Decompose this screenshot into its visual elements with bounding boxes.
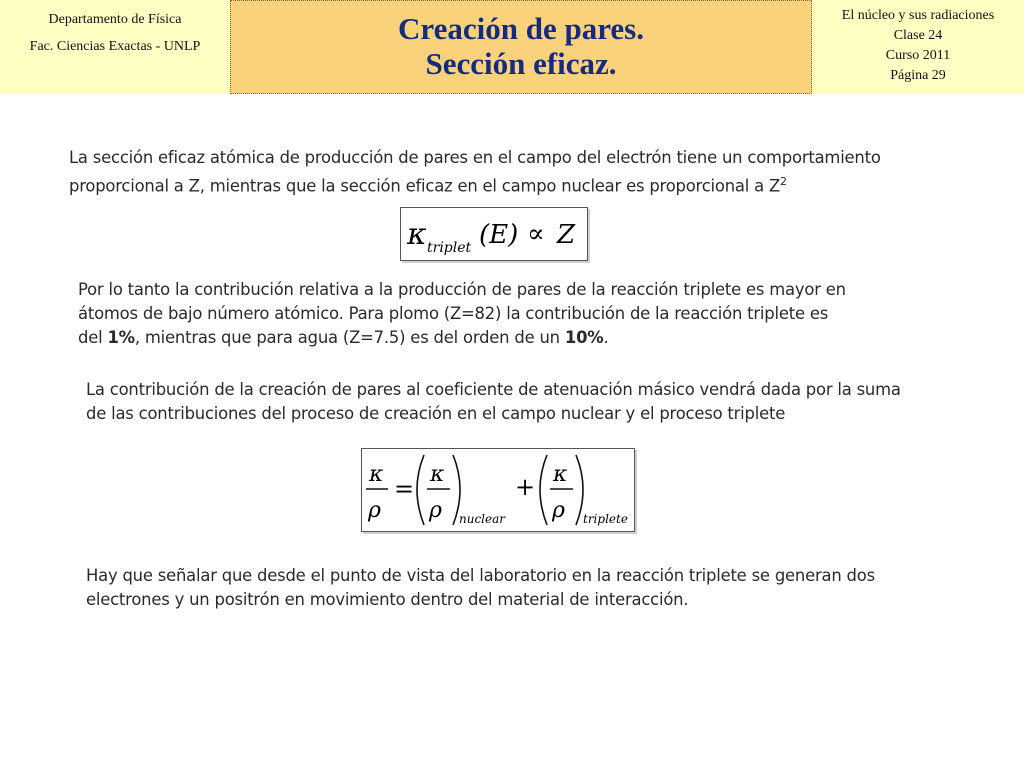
percent-lead: 1% <box>107 328 135 347</box>
paragraph-line: electrones y un positrón en movimiento dentro del material de interacción. <box>86 590 689 609</box>
left-paren <box>417 455 424 525</box>
course-year: Curso 2011 <box>885 48 951 63</box>
paragraph-line: La sección eficaz atómica de producción de pares en el campo del electrón tiene un comportamiento <box>69 148 881 167</box>
header-course-box <box>812 0 1024 94</box>
paragraph-line <box>78 326 908 350</box>
subscript-nuclear: nuclear <box>459 512 506 526</box>
z-symbol: Z <box>557 220 576 250</box>
paragraph-line: La contribución de la creación de pares al coeficiente de atenuación másico vendrá dada por la suma <box>86 380 901 399</box>
kappa-symbol: κ <box>407 217 427 252</box>
course-name: El núcleo y sus radiaciones <box>841 8 995 23</box>
equation-mass-attenuation-sum <box>361 448 635 532</box>
equation-svg <box>362 449 634 531</box>
equation-triplet-proportional <box>400 207 588 261</box>
paragraph-text: proporcional a Z, mientras que la sección eficaz en el campo nuclear es proporcional a Z <box>69 176 781 196</box>
subscript-triplet: triplet <box>427 240 472 256</box>
subscript-triplete: triplete <box>583 512 628 526</box>
slide-title-box <box>230 0 812 94</box>
paragraph-attenuation <box>86 378 966 426</box>
page-number: Página 29 <box>890 68 946 83</box>
slide-title-line2: Sección eficaz. <box>425 46 617 81</box>
proportional-symbol: ∝ <box>527 219 545 249</box>
paragraph-line: de las contribuciones del proceso de creación en el campo nuclear y el proceso triplete <box>86 404 786 423</box>
kappa-symbol: κ <box>369 462 384 487</box>
faculty-name: Fac. Ciencias Exactas - UNLP <box>29 39 201 54</box>
paragraph-text: . <box>603 328 609 347</box>
plus-sign: + <box>515 473 536 501</box>
kappa-symbol: κ <box>430 462 445 487</box>
paragraph-text: del <box>78 328 108 347</box>
energy-argument: (E) <box>479 220 519 250</box>
header-department-box <box>0 0 230 94</box>
kappa-symbol: κ <box>553 462 568 487</box>
class-number: Clase 24 <box>893 28 943 43</box>
paragraph-line: Hay que señalar que desde el punto de vista del laboratorio en la reacción triplete se generan dos <box>86 566 875 585</box>
department-name: Departamento de Física <box>48 12 182 27</box>
superscript-exponent: 2 <box>780 175 787 188</box>
left-paren <box>540 455 547 525</box>
paragraph-relative-contribution <box>78 278 908 350</box>
paragraph-laboratory-frame <box>86 564 946 612</box>
equation-svg <box>401 208 587 260</box>
paragraph-cross-section <box>69 146 969 198</box>
rho-symbol: ρ <box>368 498 381 523</box>
paragraph-line: átomos de bajo número atómico. Para plomo (Z=82) la contribución de la reacción triplete es <box>78 304 829 323</box>
right-paren <box>576 455 583 525</box>
percent-water: 10% <box>564 328 604 347</box>
rho-symbol: ρ <box>429 498 442 523</box>
slide-title-line1: Creación de pares. <box>398 11 644 46</box>
paragraph-line <box>69 170 969 198</box>
equals-sign: = <box>394 475 415 503</box>
paragraph-text: , mientras que para agua (Z=7.5) es del orden de un <box>134 328 565 347</box>
rho-symbol: ρ <box>552 498 565 523</box>
paragraph-line: Por lo tanto la contribución relativa a la producción de pares de la reacción triplete es mayor en <box>78 280 846 299</box>
